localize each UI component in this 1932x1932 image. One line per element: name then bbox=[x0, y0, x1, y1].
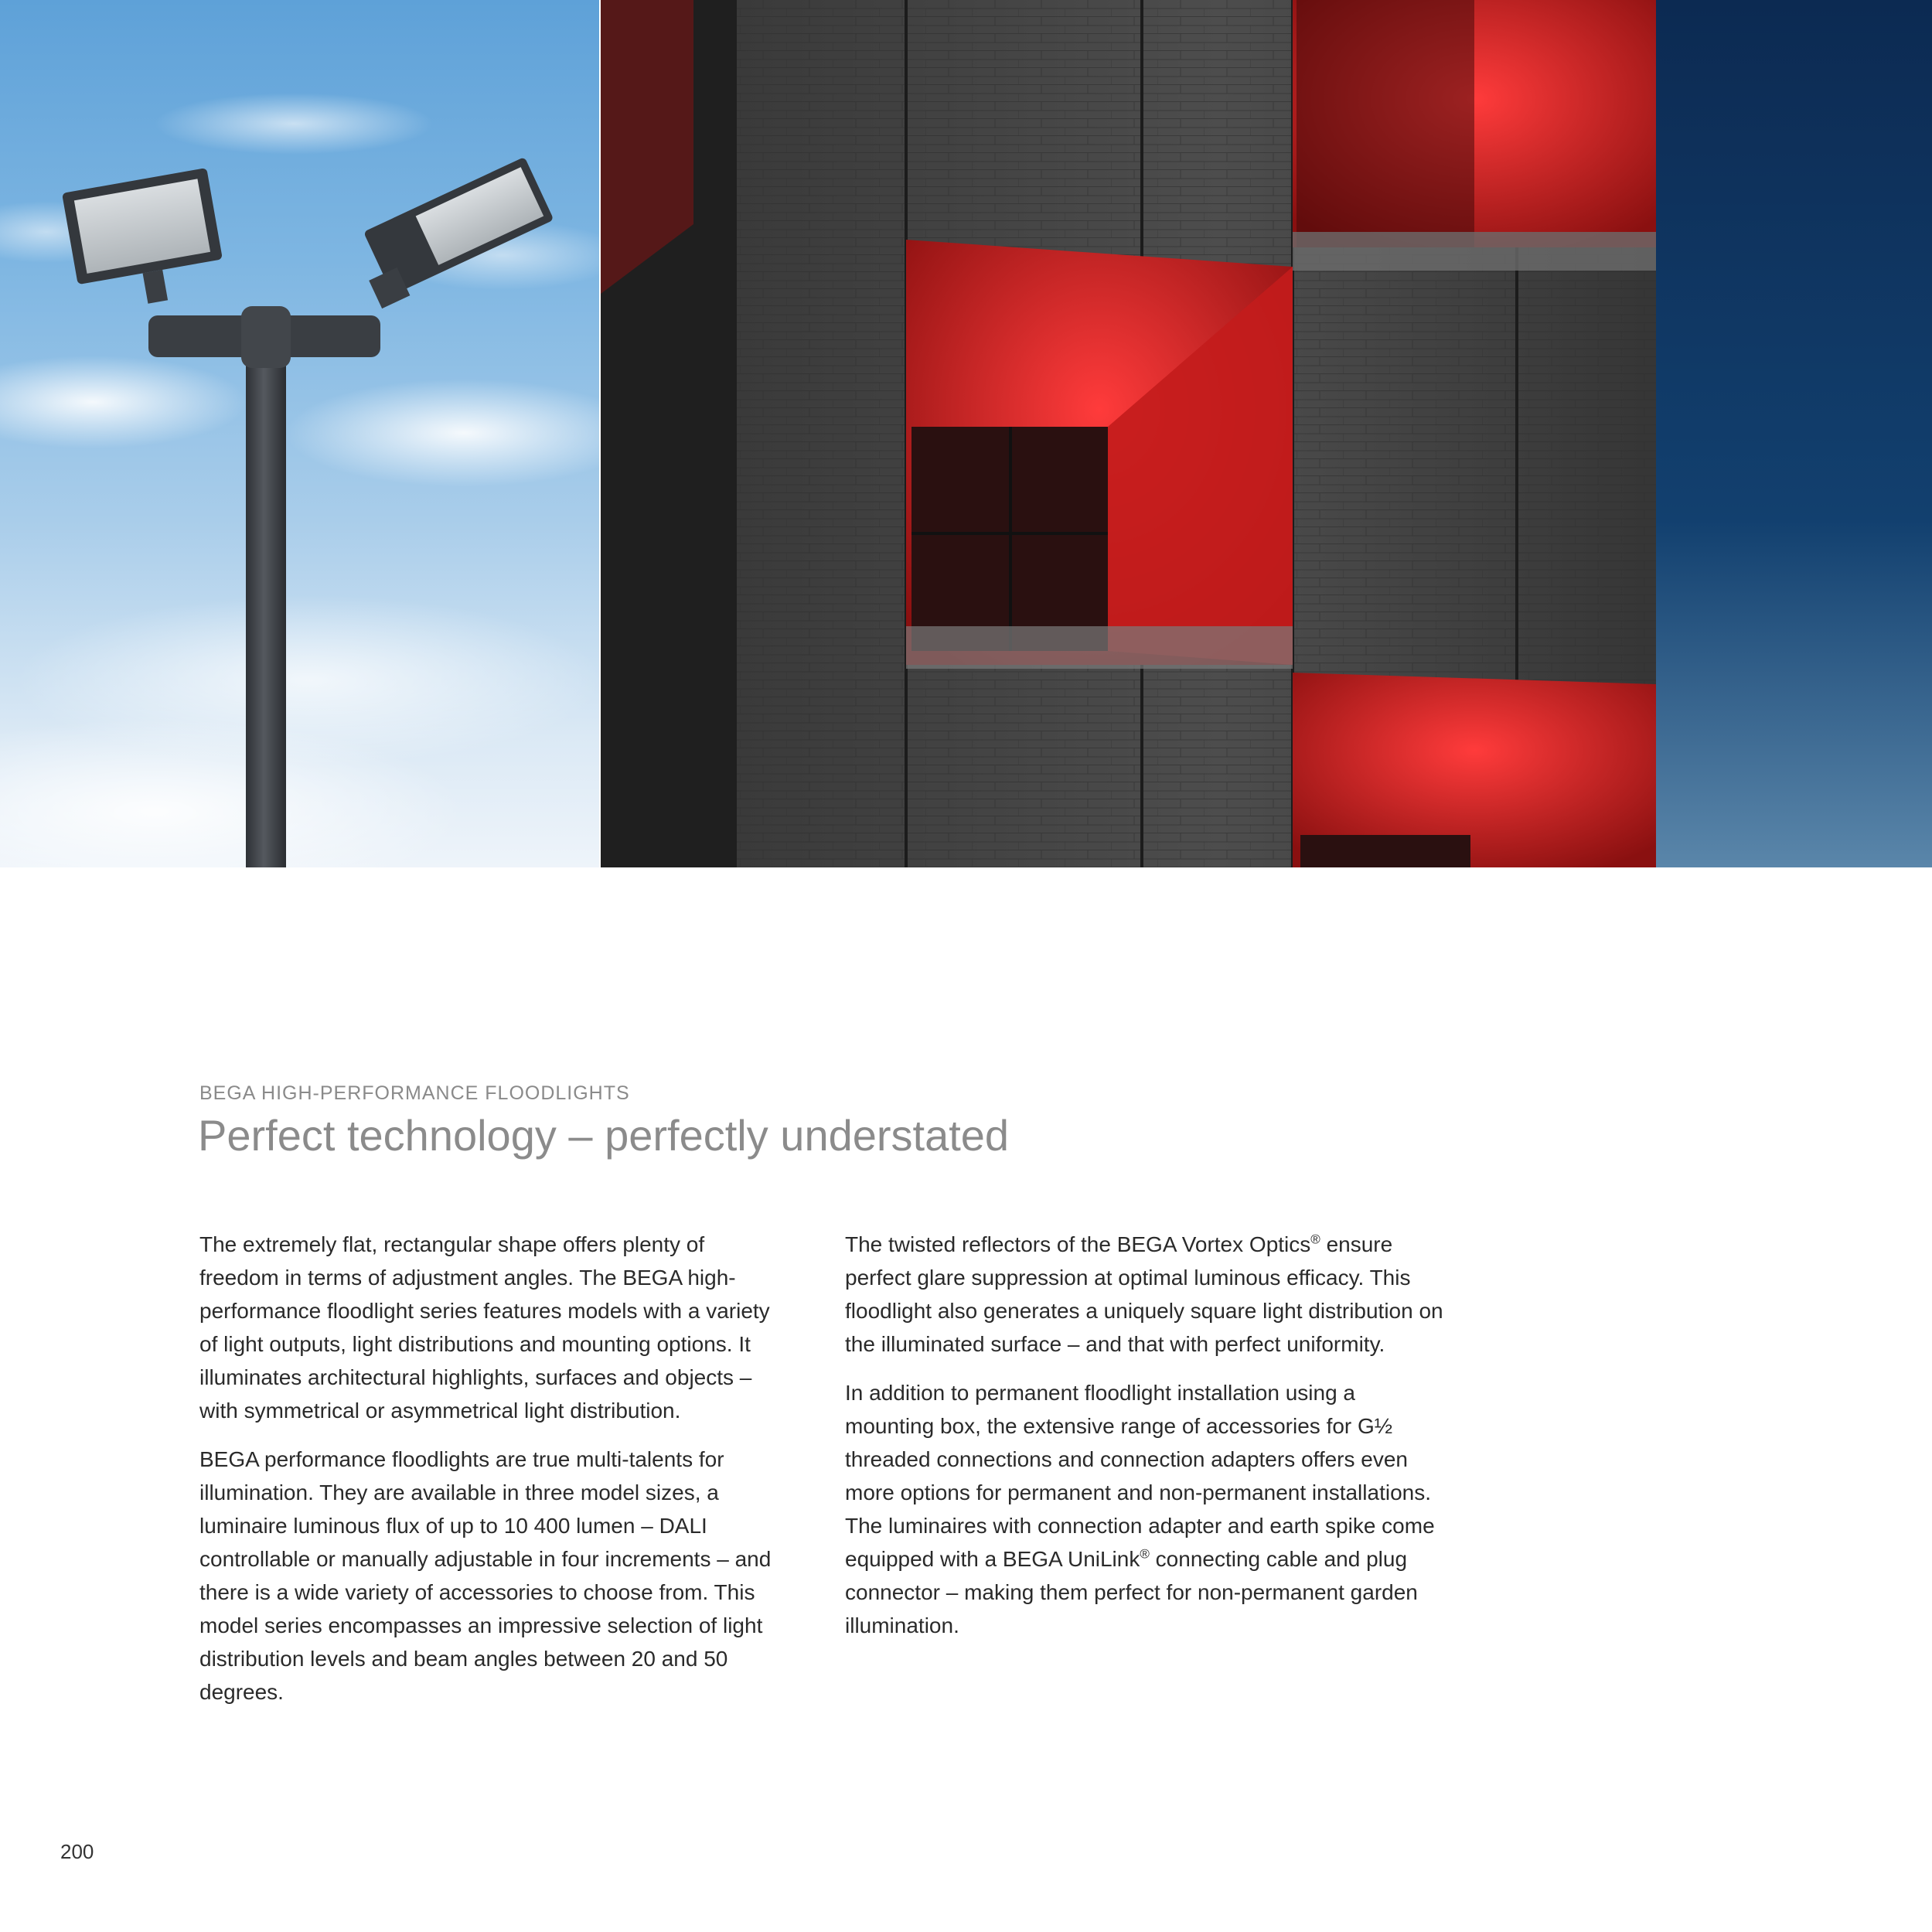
page-number: 200 bbox=[60, 1840, 94, 1863]
balcony-glass bbox=[1293, 232, 1656, 271]
text-column-right bbox=[845, 1228, 1448, 1658]
text-run: ensure perfect glare suppression at optimal luminous efficacy. This floodlight also generates a uniquely square light distribution on the illuminated surface – and that with perfect uniformity. bbox=[845, 1232, 1443, 1356]
cloud bbox=[155, 93, 433, 155]
floodlight-left bbox=[62, 168, 228, 315]
cloud bbox=[286, 379, 599, 487]
registered-mark: ® bbox=[1310, 1232, 1320, 1247]
cloud bbox=[0, 356, 247, 448]
text-run: In addition to permanent floodlight installation using a mounting box, the extensive range of accessories for G½ threaded connections and connection adapters offers even more options for permanent and non-permanent installations. The luminaires with connection adapter and earth spike come equipped with a BEGA UniLink bbox=[845, 1381, 1435, 1571]
pole bbox=[246, 325, 286, 867]
section-label: BEGA HIGH-PERFORMANCE FLOODLIGHTS bbox=[199, 1082, 630, 1104]
pole-head bbox=[241, 306, 291, 368]
building-facade-illustration bbox=[601, 0, 1932, 867]
page-title: Perfect technology – perfectly understated bbox=[198, 1111, 1010, 1160]
text-run: connecting cable and plug connector – making them perfect for non-permanent garden illumination. bbox=[845, 1547, 1418, 1637]
paragraph bbox=[845, 1228, 1448, 1361]
building-facade-photo bbox=[601, 0, 1932, 867]
floodlight-pole-illustration bbox=[0, 0, 599, 867]
paragraph: BEGA performance floodlights are true multi-talents for illumination. They are available in three model sizes, a luminaire luminous flux of up to 10 400 lumen – DALI controllable or manually adjustable in four increments – and there is a wide variety of accessories to choose from. This model series encompasses an impressive selection of light distribution levels and beam angles between 20 and 50 degrees. bbox=[199, 1447, 772, 1704]
paragraph bbox=[845, 1376, 1448, 1642]
text-column-left bbox=[199, 1228, 787, 1724]
paragraph: The extremely flat, rectangular shape offers plenty of freedom in terms of adjustment angles. The BEGA high-performance floodlight series features models with a variety of light outputs, light distributions and mounting options. It illuminates architectural highlights, surfaces and objects – with symmetrical or asymmetrical light distribution. bbox=[199, 1232, 770, 1423]
registered-mark: ® bbox=[1140, 1546, 1150, 1562]
balcony-glass bbox=[906, 626, 1293, 669]
night-sky bbox=[1656, 0, 1932, 867]
text-run: The twisted reflectors of the BEGA Vortex Optics bbox=[845, 1232, 1311, 1256]
floodlight-pole-photo bbox=[0, 0, 599, 867]
